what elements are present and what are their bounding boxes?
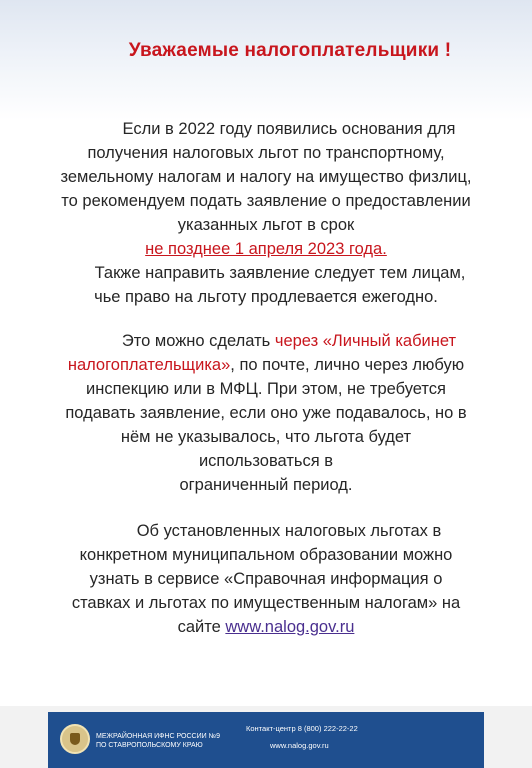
p3-line1 — [34, 519, 498, 543]
personal-account-link-part1[interactable]: через «Личный кабинет — [274, 332, 457, 350]
p2-line6: использоваться в — [198, 452, 334, 470]
p1-line5: указанных льгот в срок — [177, 216, 355, 234]
footer — [0, 706, 532, 768]
nalog-site-link[interactable]: www.nalog.gov.ru — [225, 618, 355, 636]
footer-org-line1: МЕЖРАЙОННАЯ ИФНС РОССИИ №9 — [96, 733, 220, 740]
p3-line4: ставках и льготах по имущественным налогам» на — [71, 594, 461, 612]
p1-line3: земельному налогам и налогу на имущество физлиц, — [60, 168, 472, 186]
p1-line1 — [34, 117, 498, 141]
p3-line3: узнать в сервисе «Справочная информация о — [89, 570, 443, 588]
personal-account-link-part2[interactable]: налогоплательщика» — [67, 356, 231, 374]
p1-line4: то рекомендуем подать заявление о предоставлении — [61, 192, 471, 210]
p3-line5 — [34, 615, 498, 639]
footer-banner — [48, 712, 484, 768]
p3-line1-text: Об установленных налоговых льготах в — [136, 522, 442, 540]
p3-line2: конкретном муниципальном образовании можно — [79, 546, 453, 564]
p1-line1-text: Если в 2022 году появились основания для — [122, 120, 456, 138]
p1-line7-text: Также направить заявление следует тем лицам, — [94, 264, 466, 282]
p2-line5: нём не указывалось, что льгота будет — [120, 428, 412, 446]
page-title: Уважаемые налогоплательщики ! — [128, 40, 452, 61]
p2-prefix: Это можно сделать — [121, 332, 275, 350]
p2-rest2: , по почте, лично через любую — [230, 356, 465, 374]
p2-line4: подавать заявление, если оно уже подавалось, но в — [65, 404, 467, 422]
paragraph-1 — [0, 117, 532, 309]
footer-org-line2: ПО СТАВРОПОЛЬСКОМУ КРАЮ — [96, 742, 203, 749]
deadline-text: не позднее 1 апреля 2023 года. — [145, 240, 387, 258]
footer-contact: Контакт-центр 8 (800) 222-22-22 — [246, 724, 358, 733]
fns-emblem-icon — [60, 724, 90, 754]
p2-line7: ограниченный период. — [179, 476, 353, 494]
p3-prefix5: сайте — [177, 618, 226, 636]
p1-line8: чье право на льготу продлевается ежегодно. — [94, 288, 438, 306]
p2-line3: инспекцию или в МФЦ. При этом, не требуется — [86, 380, 446, 398]
p2-line1 — [34, 329, 498, 353]
paragraph-3 — [0, 519, 532, 639]
paragraph-2 — [0, 329, 532, 497]
p1-line7 — [34, 261, 498, 285]
p1-line2: получения налоговых льгот по транспортному, — [87, 144, 445, 162]
p2-line2 — [34, 353, 498, 377]
footer-site-link[interactable]: www.nalog.gov.ru — [270, 741, 329, 750]
footer-organization — [96, 732, 220, 750]
